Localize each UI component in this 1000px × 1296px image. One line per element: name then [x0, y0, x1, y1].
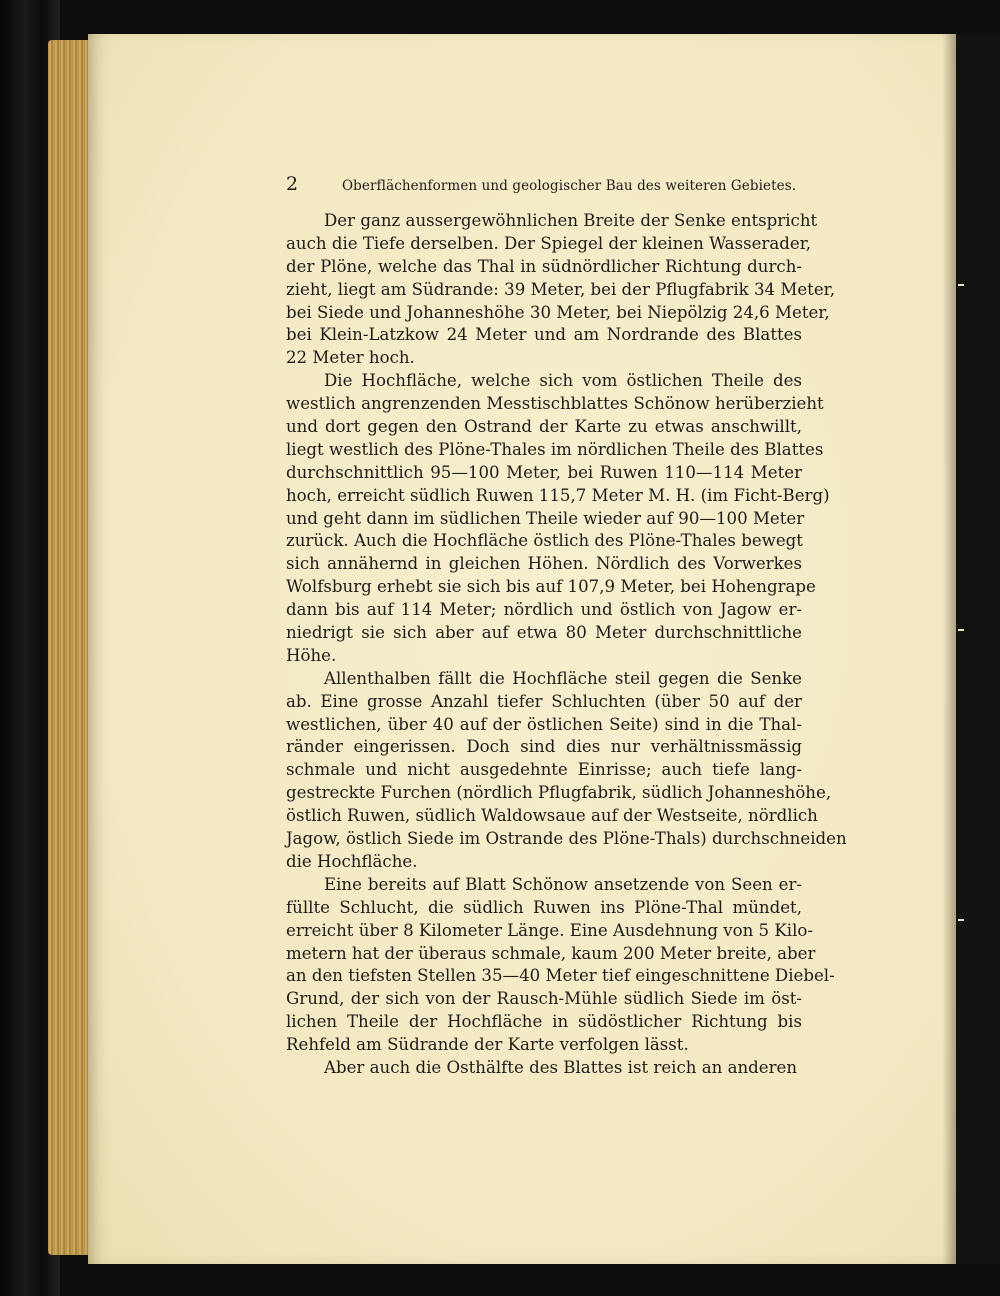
text-line: Der ganz aussergewöhnlichen Breite der Senke entspricht: [324, 211, 818, 230]
text-line: hoch, erreicht südlich Ruwen 115,7 Meter M. H. (im Ficht-Berg): [286, 485, 830, 505]
text-line: an den tiefsten Stellen 35—40 Meter tief eingeschnittene Diebel-: [286, 966, 835, 986]
text-line: zurück. Auch die Hochfläche östlich des Plöne-Thales bewegt: [286, 531, 803, 551]
text-line: westlich angrenzenden Messtischblattes Schönow herüberzieht: [286, 394, 824, 414]
text-line: durchschnittlich 95—100 Meter, bei Ruwen 110—114 Meter: [286, 462, 802, 482]
text-line: Jagow, östlich Siede im Ostrande des Plöne-Thals) durchschneiden: [286, 829, 847, 849]
text-line: Die Hochfläche, welche sich vom östlichen Theile des: [324, 371, 802, 391]
binding-thread: [958, 284, 964, 286]
paragraph: [286, 210, 836, 370]
text-line: liegt westlich des Plöne-Thales im nördlichen Theile des Blattes: [286, 439, 824, 459]
text-line: dann bis auf 114 Meter; nördlich und östlich von Jagow er-: [286, 600, 802, 620]
text-line: Grund, der sich von der Rausch-Mühle südlich Siede im öst-: [286, 989, 802, 1009]
text-line: gestreckte Furchen (nördlich Pflugfabrik, südlich Johanneshöhe,: [286, 783, 832, 803]
paragraph: [286, 668, 847, 874]
text-line: schmale und nicht ausgedehnte Einrisse; auch tiefe lang-: [286, 760, 802, 780]
text-line: der Plöne, welche das Thal in südnördlicher Richtung durch-: [286, 256, 802, 276]
text-line: 22 Meter hoch.: [286, 348, 415, 368]
text-line: niedrigt sie sich aber auf etwa 80 Meter durchschnittliche: [286, 623, 802, 643]
page-gutter-shadow: [942, 34, 956, 1264]
text-line: Eine bereits auf Blatt Schönow ansetzende von Seen er-: [324, 874, 802, 894]
text-line: lichen Theile der Hochfläche in südöstlicher Richtung bis: [286, 1012, 802, 1032]
text-line: westlichen, über 40 auf der östlichen Seite) sind in die Thal-: [286, 714, 802, 734]
paragraph: [286, 370, 830, 668]
text-line: bei Siede und Johanneshöhe 30 Meter, bei Niepölzig 24,6 Meter,: [286, 302, 830, 322]
text-line: östlich Ruwen, südlich Waldowsaue auf der Westseite, nördlich: [286, 806, 818, 826]
text-line: ränder eingerissen. Doch sind dies nur verhältnissmässig: [286, 737, 802, 757]
text-line: füllte Schlucht, die südlich Ruwen ins Plöne-Thal mündet,: [286, 897, 802, 917]
binding-thread: [958, 629, 964, 631]
text-line: sich annähernd in gleichen Höhen. Nördlich des Vorwerkes: [286, 554, 802, 574]
text-line: Rehfeld am Südrande der Karte verfolgen lässt.: [286, 1035, 689, 1055]
text-line: und dort gegen den Ostrand der Karte zu etwas anschwillt,: [286, 417, 802, 437]
text-line: zieht, liegt am Südrande: 39 Meter, bei der Pflugfabrik 34 Meter,: [286, 279, 836, 299]
body-text: [286, 210, 847, 1080]
running-title: Oberflächenformen und geologischer Bau des weiteren Gebietes.: [342, 178, 797, 194]
binding-thread: [958, 919, 964, 921]
text-line: bei Klein-Latzkow 24 Meter und am Nordrande des Blattes: [286, 325, 802, 345]
page-number: 2: [286, 173, 299, 195]
gilt-page-edges: [48, 40, 92, 1255]
page-header: [286, 173, 806, 198]
text-line: metern hat der überaus schmale, kaum 200 Meter breite, aber: [286, 943, 816, 963]
text-line: die Hochfläche.: [286, 851, 418, 871]
text-line: Aber auch die Osthälfte des Blattes ist reich an anderen: [324, 1057, 798, 1077]
text-line: Höhe.: [286, 645, 337, 665]
text-line: auch die Tiefe derselben. Der Spiegel der kleinen Wasserader,: [286, 233, 812, 253]
text-line: erreicht über 8 Kilometer Länge. Eine Ausdehnung von 5 Kilo-: [286, 920, 813, 940]
text-line: Allenthalben fällt die Hochfläche steil gegen die Senke: [324, 668, 802, 688]
paragraph: [286, 1057, 802, 1080]
paragraph: [286, 874, 835, 1057]
text-line: und geht dann im südlichen Theile wieder auf 90—100 Meter: [286, 508, 805, 528]
text-line: Wolfsburg erhebt sie sich bis auf 107,9 Meter, bei Hohengrape: [286, 577, 816, 597]
facing-page-edge: [956, 34, 1000, 1264]
text-line: ab. Eine grosse Anzahl tiefer Schluchten (über 50 auf der: [286, 691, 802, 711]
